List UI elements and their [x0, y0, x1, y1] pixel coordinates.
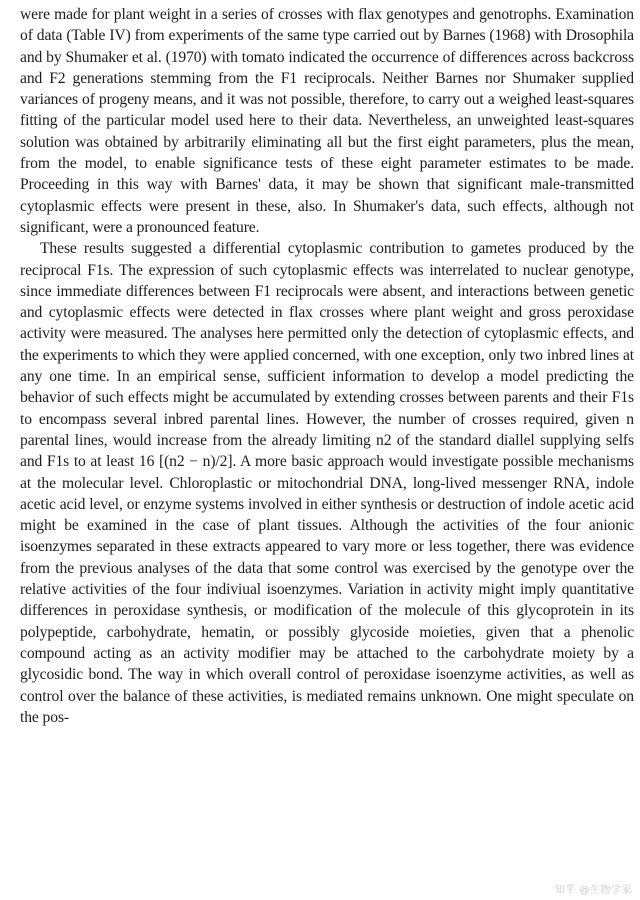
watermark: 知乎 @生物学家 — [554, 885, 632, 896]
paragraph-2: These results suggested a differential cytoplasmic contribution to gametes produced by the reciprocal F1s. The expression of such cytoplasmic effects was interrelated to nuclear genotype, since immediate differences between F1 reciprocals were absent, and interactions between genetic and cytoplasmic effects were detected in flax crosses where plant weight and gross peroxidase activity were measured. The analyses here permitted only the detection of cytoplasmic effects, and the experiments to which they were applied concerned, with one exception, only two inbred lines at any one time. In an empirical sense, sufficient information to develop a model predicting the behavior of such effects might be accumulated by extending crosses between parents and their F1s to encompass several inbred parental lines. However, the number of crosses required, given n parental lines, would increase from the already limiting n2 of the standard diallel supplying selfs and F1s to at least 16 [(n2 − n)/2]. A more basic approach would investigate possible mechanisms at the molecular level. Chloroplastic or mitochondrial DNA, long-lived messenger RNA, indole acetic acid level, or enzyme systems involved in either synthesis or destruction of indole acetic acid might be examined in the case of plant tissues. Although the activities of the four anionic isoenzymes separated in these extracts appeared to vary more or less together, there was evidence from the previous analyses of the data that some control was exercised by the genotype over the relative activities of the four indiviual isoenzymes. Variation in activity might imply quantitative differences in peroxidase synthesis, or modification of the molecule of this glycoprotein in its polypeptide, carbohydrate, hematin, or possibly glycoside moieties, given that a phenolic compound acting as an activity modifier may be attached to the carbohydrate moiety by a glycosidic bond. The way in which overall control of peroxidase isoenzyme activities, as well as control over the balance of these activities, is mediated remains unknown. One might speculate on the pos- — [20, 240, 634, 726]
paragraph-1: were made for plant weight in a series of crosses with flax genotypes and genotrophs. Examination of data (Table IV) from experiments of the same type carried out by Barnes (1968) with Drosophila and by Shumaker et al. (1970) with tomato indicated the occurrence of differences across backcross and F2 generations stemming from the F1 reciprocals. Neither Barnes nor Shumaker supplied variances of progeny means, and it was not possible, therefore, to carry out a weighed least-squares fitting of the particular model used here to their data. Nevertheless, an unweighted least-squares solution was obtained by arbitrarily eliminating all but the first eight parameters, plus the mean, from the model, to enable significance tests of these eight parameter estimates to be made. Proceeding in this way with Barnes' data, it may be shown that significant male-transmitted cytoplasmic effects were present in these, also. In Shumaker's data, such effects, although not significant, were a pronounced feature. — [20, 6, 634, 236]
page-body — [20, 4, 634, 728]
